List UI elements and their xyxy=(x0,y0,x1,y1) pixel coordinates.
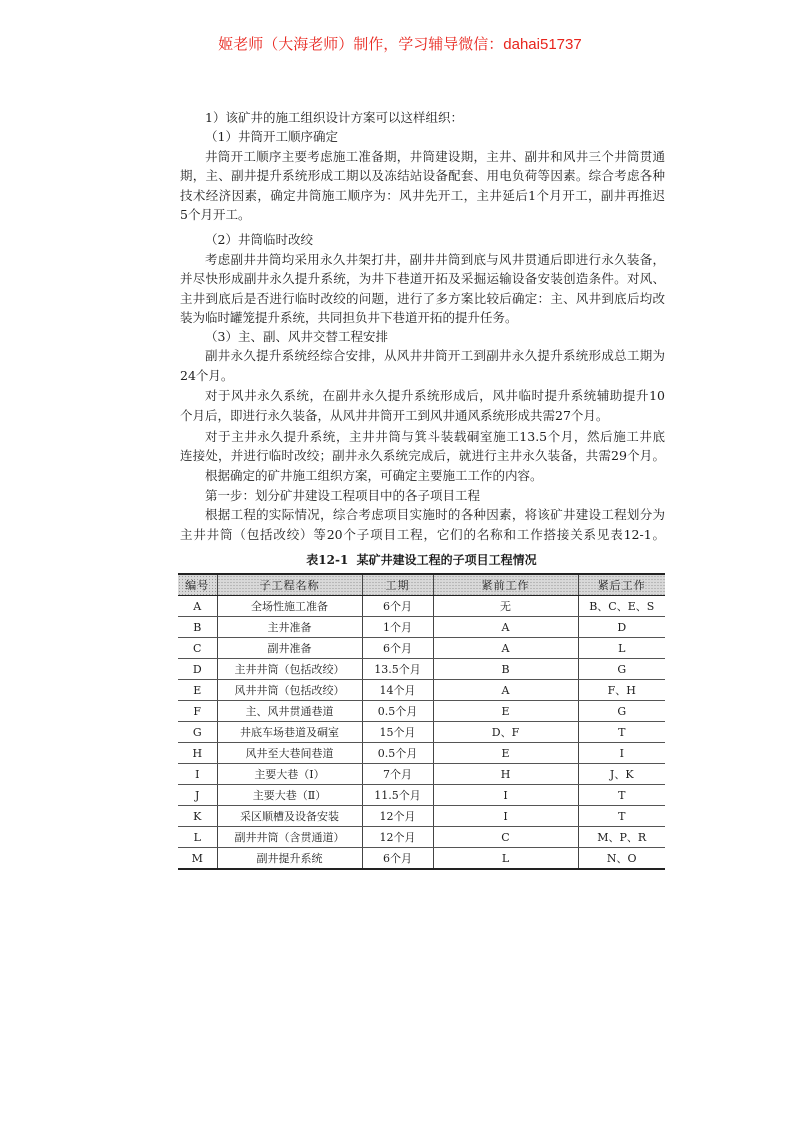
cell-duration: 6个月 xyxy=(362,848,433,870)
body-text-line: 装为临时罐笼提升系统，共同担负井下巷道开拓的提升任务。 xyxy=(180,310,518,325)
cell-code: A xyxy=(178,596,217,617)
cell-duration: 13.5个月 xyxy=(362,659,433,680)
cell-code: L xyxy=(178,827,217,848)
cell-duration: 6个月 xyxy=(362,596,433,617)
body-text-line: 对于主井永久提升系统，主井井筒与箕斗装载硐室施工13.5个月，然后施工井底 xyxy=(205,429,665,444)
table-row xyxy=(178,848,665,870)
table-row xyxy=(178,638,665,659)
body-text-line: 连接处，并进行临时改绞；副井永久系统完成后，就进行主井永久装备，共需29个月。 xyxy=(180,448,665,463)
cell-name: 全场性施工准备 xyxy=(217,596,362,617)
body-text-line: 个月后，即进行永久装备，从风井井筒开工到风井通风系统形成共需27个月。 xyxy=(180,408,609,423)
body-text-line: 副井永久提升系统经综合安排，从风井井筒开工到副井永久提升系统形成总工期为 xyxy=(205,348,665,363)
cell-predecessor: L xyxy=(433,848,578,870)
body-text-line: 井筒开工顺序主要考虑施工准备期，井筒建设期，主井、副井和风井三个井筒贯通 xyxy=(205,149,665,164)
cell-predecessor: A xyxy=(433,617,578,638)
column-header-predecessor: 紧前工作 xyxy=(433,574,578,596)
table-row xyxy=(178,806,665,827)
cell-code: J xyxy=(178,785,217,806)
body-text-line: 根据工程的实际情况，综合考虑项目实施时的各种因素，将该矿井建设工程划分为 xyxy=(205,507,665,522)
cell-predecessor: A xyxy=(433,638,578,659)
step-heading: 第一步：划分矿井建设工程项目中的各子项目工程 xyxy=(205,488,481,503)
cell-duration: 12个月 xyxy=(362,827,433,848)
table-row xyxy=(178,659,665,680)
cell-name: 井底车场巷道及硐室 xyxy=(217,722,362,743)
cell-successor: I xyxy=(578,743,665,764)
cell-name: 主要大巷（Ⅰ） xyxy=(217,764,362,785)
cell-predecessor: C xyxy=(433,827,578,848)
cell-code: F xyxy=(178,701,217,722)
cell-duration: 1个月 xyxy=(362,617,433,638)
column-header-name: 子工程名称 xyxy=(217,574,362,596)
body-text-line: 期，主、副井提升系统形成工期以及冻结站设备配套、用电负荷等因素。综合考虑各种 xyxy=(180,168,665,183)
cell-successor: L xyxy=(578,638,665,659)
cell-name: 主井井筒（包括改绞） xyxy=(217,659,362,680)
cell-successor: G xyxy=(578,701,665,722)
cell-duration: 6个月 xyxy=(362,638,433,659)
cell-successor: N、O xyxy=(578,848,665,870)
body-text-line: 并尽快形成副井永久提升系统，为井下巷道开拓及采掘运输设备安装创造条件。对风、 xyxy=(180,271,665,286)
cell-predecessor: H xyxy=(433,764,578,785)
cell-successor: F、H xyxy=(578,680,665,701)
cell-code: C xyxy=(178,638,217,659)
cell-code: D xyxy=(178,659,217,680)
body-text-line: 根据确定的矿井施工组织方案，可确定主要施工工作的内容。 xyxy=(205,468,543,483)
body-text-line: 对于风井永久系统，在副井永久提升系统形成后，风井临时提升系统辅助提升10 xyxy=(205,388,665,403)
body-text-line: 5个月开工。 xyxy=(180,207,251,222)
cell-successor: J、K xyxy=(578,764,665,785)
body-text-line: 考虑副井井筒均采用永久井架打井，副井井筒到底与风井贯通后即进行永久装备， xyxy=(205,252,665,267)
cell-code: E xyxy=(178,680,217,701)
cell-predecessor: B xyxy=(433,659,578,680)
body-text-line: 技术经济因素，确定井筒施工顺序为：风井先开工，主井延后1个月开工，副井再推迟 xyxy=(180,188,665,203)
cell-code: M xyxy=(191,851,203,865)
cell-name: 副井井筒（含贯通道） xyxy=(217,827,362,848)
cell-name: 副井准备 xyxy=(217,638,362,659)
cell-successor: D xyxy=(578,617,665,638)
cell-name: 采区顺槽及设备安装 xyxy=(217,806,362,827)
table-row xyxy=(178,596,665,617)
section-heading: （1）井筒开工顺序确定 xyxy=(205,129,338,144)
table-row xyxy=(178,617,665,638)
cell-name: 主井准备 xyxy=(217,617,362,638)
cell-name: 主要大巷（Ⅱ） xyxy=(217,785,362,806)
table-row xyxy=(178,743,665,764)
cell-successor: T xyxy=(578,722,665,743)
cell-duration: 15个月 xyxy=(362,722,433,743)
cell-predecessor: 无 xyxy=(433,596,578,617)
cell-duration: 12个月 xyxy=(362,806,433,827)
cell-name: 主、风井贯通巷道 xyxy=(217,701,362,722)
cell-name: 风井至大巷间巷道 xyxy=(217,743,362,764)
cell-code: G xyxy=(178,722,217,743)
cell-predecessor: I xyxy=(433,785,578,806)
cell-successor: G xyxy=(578,659,665,680)
cell-name: 风井井筒（包括改绞） xyxy=(217,680,362,701)
cell-predecessor: I xyxy=(433,806,578,827)
cell-code: K xyxy=(178,806,217,827)
cell-name: 副井提升系统 xyxy=(217,848,362,870)
cell-predecessor: D、F xyxy=(433,722,578,743)
cell-code: H xyxy=(178,743,217,764)
table-row xyxy=(178,785,665,806)
table-row xyxy=(178,701,665,722)
cell-duration: 0.5个月 xyxy=(362,743,433,764)
table-header-row xyxy=(178,574,665,596)
section-heading: （2）井筒临时改绞 xyxy=(205,232,313,247)
cell-successor: T xyxy=(578,785,665,806)
section-heading: （3）主、副、风井交替工程安排 xyxy=(205,329,388,344)
cell-duration: 7个月 xyxy=(362,764,433,785)
body-text-line: 1）该矿井的施工组织设计方案可以这样组织： xyxy=(205,110,463,125)
cell-predecessor: A xyxy=(433,680,578,701)
cell-duration: 0.5个月 xyxy=(362,701,433,722)
table-row xyxy=(178,827,665,848)
body-text-line: 主井到底后是否进行临时改绞的问题，进行了多方案比较后确定：主、风井到底后均改 xyxy=(180,291,665,306)
table-row xyxy=(178,722,665,743)
body-text-line: 24个月。 xyxy=(180,368,234,383)
column-header-duration: 工期 xyxy=(362,574,433,596)
credit-header: 姬老师（大海老师）制作，学习辅导微信：dahai51737 xyxy=(218,36,582,53)
cell-successor: M、P、R xyxy=(578,827,665,848)
cell-successor: B、C、E、S xyxy=(578,596,665,617)
body-text-line: 主井井筒（包括改绞）等20个子项目工程，它们的名称和工作搭接关系见表12-1。 xyxy=(180,527,665,542)
project-table xyxy=(178,573,665,870)
cell-code: I xyxy=(178,764,217,785)
cell-duration: 11.5个月 xyxy=(362,785,433,806)
table-row xyxy=(178,764,665,785)
cell-code: B xyxy=(178,617,217,638)
table-title: 表12-1 某矿井建设工程的子项目工程情况 xyxy=(306,553,537,567)
cell-duration: 14个月 xyxy=(362,680,433,701)
column-header-code: 编号 xyxy=(178,574,217,596)
table-row xyxy=(178,680,665,701)
cell-predecessor: E xyxy=(433,743,578,764)
column-header-successor: 紧后工作 xyxy=(578,574,665,596)
cell-predecessor: E xyxy=(433,701,578,722)
cell-successor: T xyxy=(578,806,665,827)
